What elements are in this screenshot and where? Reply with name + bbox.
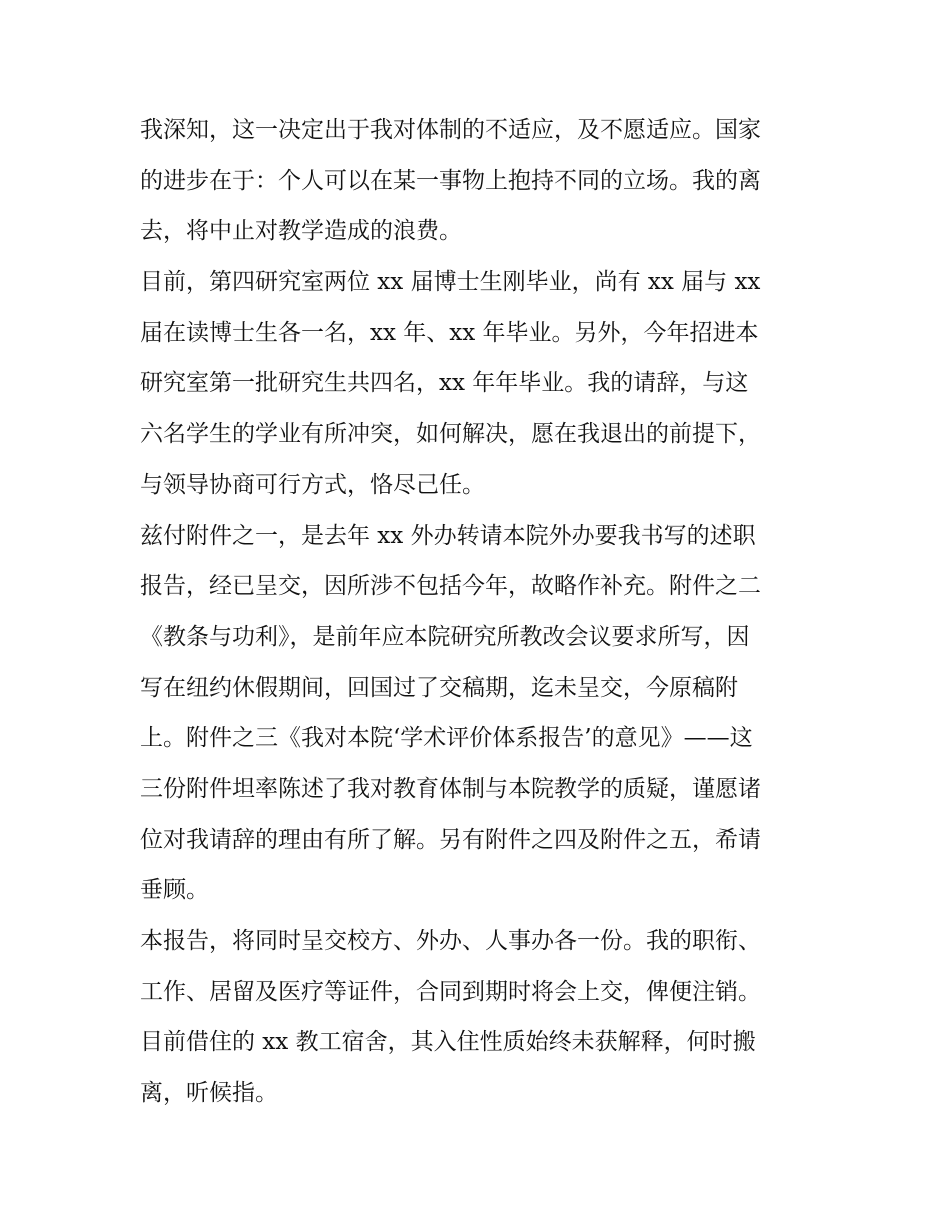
paragraph-4 bbox=[140, 916, 820, 1119]
text-line: 目前，第四研究室两位 xx 届博士生刚毕业，尚有 xx 届与 xx bbox=[140, 269, 761, 296]
text-line: 位对我请辞的理由有所了解。另有附件之四及附件之五，希请 bbox=[140, 826, 761, 853]
text-line: 目前借住的 xx 教工宿舍，其入住性质始终未获解释，何时搬 bbox=[140, 1029, 756, 1056]
text-line: 写在纽约休假期间，回国过了交稿期，迄未呈交，今原稿附 bbox=[140, 674, 738, 701]
text-line: 三份附件坦率陈述了我对教育体制与本院教学的质疑，谨愿诸 bbox=[140, 775, 761, 802]
text-line: 离，听候指。 bbox=[140, 1080, 278, 1107]
text-line: 届在读博士生各一名，xx 年、xx 年毕业。另外，今年招进本 bbox=[140, 319, 759, 346]
text-line: 与领导协商可行方式，恪尽己任。 bbox=[140, 471, 485, 498]
text-line: 工作、居留及医疗等证件，合同到期时将会上交，俾便注销。 bbox=[140, 978, 761, 1005]
text-line: 六名学生的学业有所冲突，如何解决，愿在我退出的前提下， bbox=[140, 421, 761, 448]
text-line: 上。附件之三《我对本院‘学术评价体系报告’的意见》——这 bbox=[140, 725, 753, 752]
text-line: 兹付附件之一，是去年 xx 外办转请本院外办要我书写的述职 bbox=[140, 522, 756, 549]
text-line: 我深知，这一决定出于我对体制的不适应，及不愿适应。国家 bbox=[140, 117, 761, 143]
text-line: 的进步在于：个人可以在某一事物上抱持不同的立场。我的离 bbox=[140, 167, 761, 194]
text-line: 《教条与功利》，是前年应本院研究所教改会议要求所写，因 bbox=[140, 623, 750, 650]
paragraph-3 bbox=[140, 511, 820, 917]
document-page bbox=[140, 105, 820, 1119]
text-line: 垂顾。 bbox=[140, 877, 209, 904]
paragraph-2 bbox=[140, 257, 820, 510]
text-line: 报告，经已呈交，因所涉不包括今年，故略作补充。附件之二 bbox=[140, 573, 761, 600]
text-line: 研究室第一批研究生共四名，xx 年年毕业。我的请辞，与这 bbox=[140, 370, 749, 397]
paragraph-1 bbox=[140, 105, 820, 257]
text-line: 本报告，将同时呈交校方、外办、人事办各一份。我的职衔、 bbox=[140, 928, 761, 954]
text-line: 去，将中止对教学造成的浪费。 bbox=[140, 218, 462, 245]
